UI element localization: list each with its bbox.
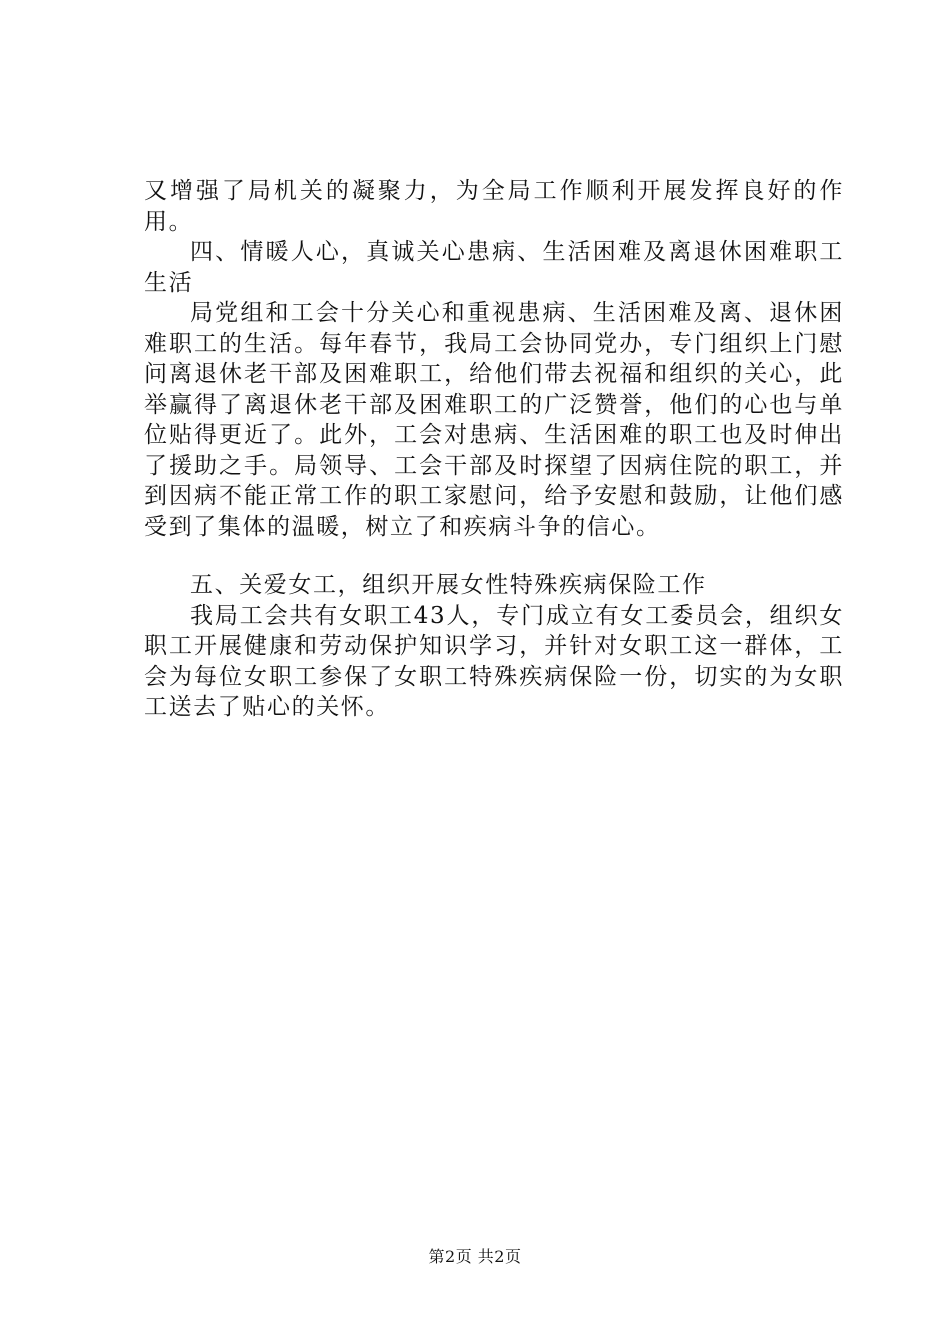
paragraph-continuation: 又增强了局机关的凝聚力，为全局工作顺利开展发挥良好的作用。 bbox=[144, 178, 844, 235]
paragraph-retiree-care: 局党组和工会十分关心和重视患病、生活困难及离、退休困难职工的生活。每年春节，我局工会协同党办，专门组织上门慰问离退休老干部及困难职工，给他们带去祝福和组织的关心，此举赢得了离退休老干部及困难职工的广泛赞誉，他们的心也与单位贴得更近了。此外，工会对患病、生活困难的职工也及时伸出了援助之手。局领导、工会干部及时探望了因病住院的职工，并到因病不能正常工作的职工家慰问，给予安慰和鼓励，让他们感受到了集体的温暖，树立了和疾病斗争的信心。 bbox=[144, 300, 844, 540]
section-heading-four: 四、情暖人心，真诚关心患病、生活困难及离退休困难职工生活 bbox=[144, 239, 844, 296]
paragraph-female-workers: 我局工会共有女职工43人，专门成立有女工委员会，组织女职工开展健康和劳动保护知识学习，并针对女职工这一群体，工会为每位女职工参保了女职工特殊疾病保险一份，切实的为女职工送去了贴心的关怀。 bbox=[144, 602, 844, 720]
document-body bbox=[144, 176, 844, 723]
section-heading-five: 五、关爱女工，组织开展女性特殊疾病保险工作 bbox=[190, 572, 707, 598]
page-number-footer: 第2页 共2页 bbox=[428, 1247, 522, 1266]
